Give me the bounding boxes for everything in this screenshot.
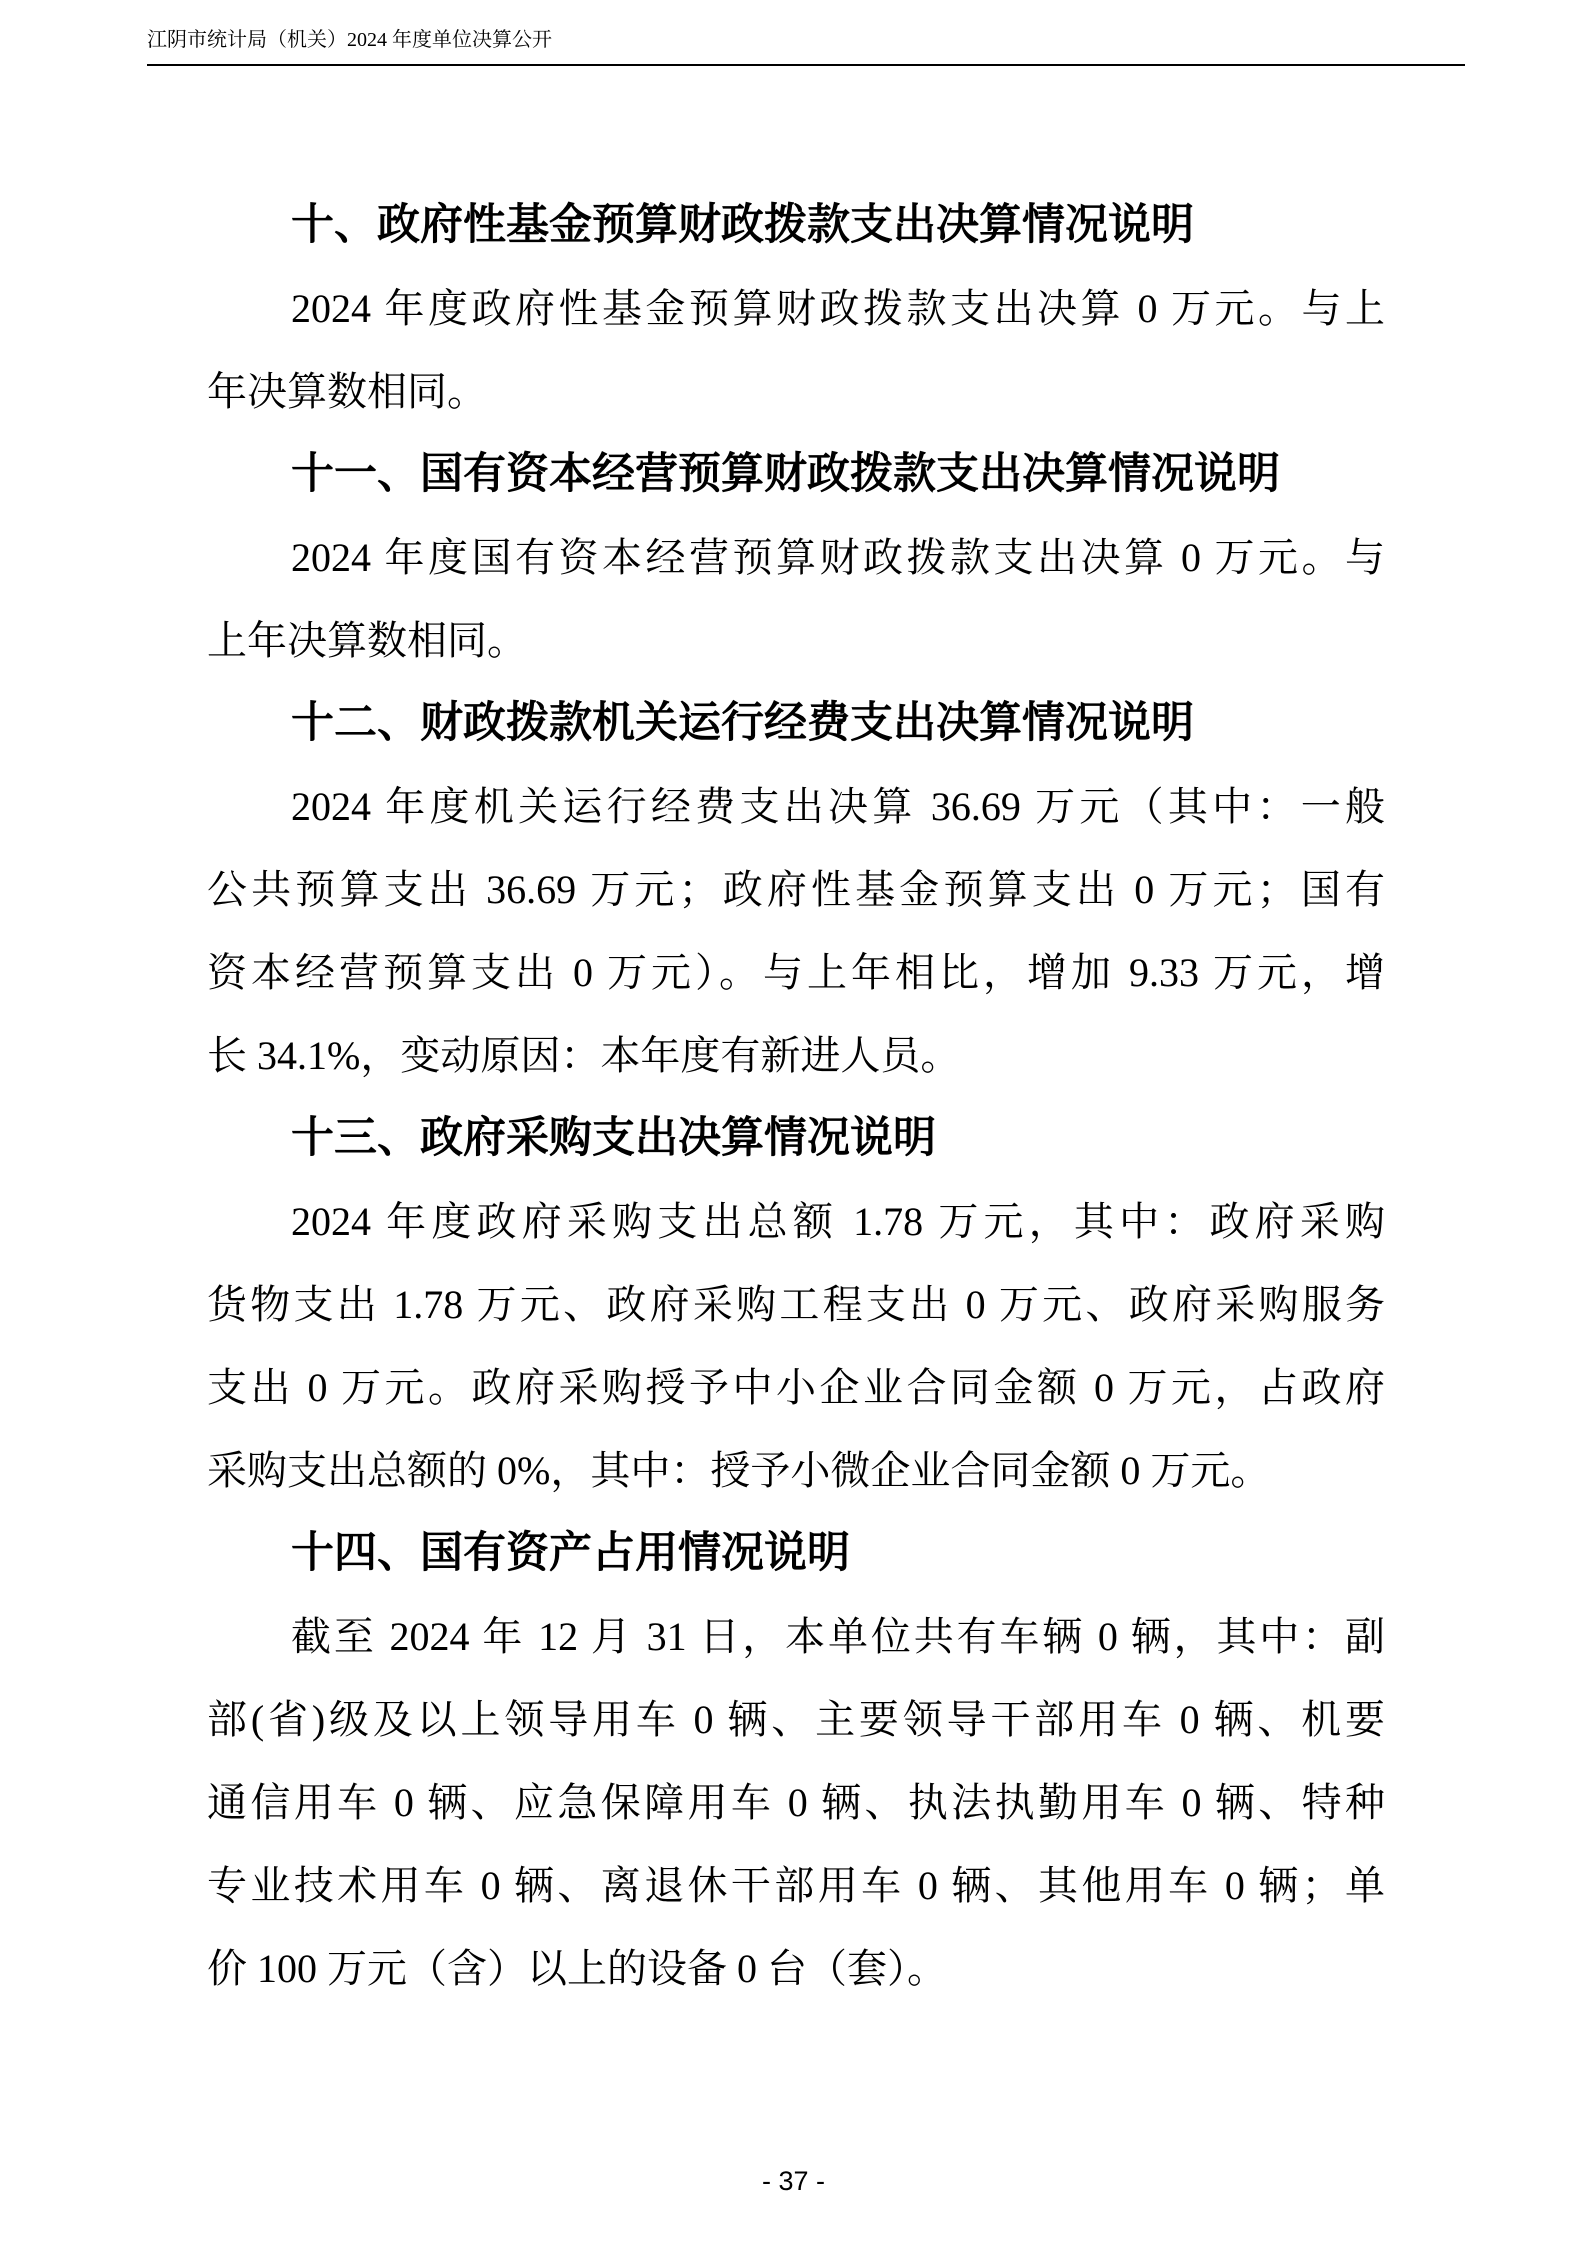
heading-operating-expense: 十二、财政拨款机关运行经费支出决算情况说明 — [291, 700, 1194, 747]
text-line: 长 34.1%，变动原因：本年度有新进人员。 — [207, 1033, 961, 1078]
text-line: 2024 年度政府采购支出总额 1.78 万元，其中：政府采购 — [291, 1199, 1385, 1244]
text-line: 截至 2024 年 12 月 31 日，本单位共有车辆 0 辆，其中：副 — [291, 1614, 1385, 1659]
header-rule — [147, 64, 1465, 66]
heading-gov-fund-budget: 十、政府性基金预算财政拨款支出决算情况说明 — [291, 202, 1194, 249]
text-line: 部(省)级及以上领导用车 0 辆、主要领导干部用车 0 辆、机要 — [207, 1697, 1385, 1742]
document-body — [207, 184, 1385, 2010]
text-line: 2024 年度政府性基金预算财政拨款支出决算 0 万元。与上 — [291, 286, 1385, 331]
heading-state-capital-budget: 十一、国有资本经营预算财政拨款支出决算情况说明 — [291, 451, 1280, 498]
page-header-title: 江阴市统计局（机关）2024 年度单位决算公开 — [147, 29, 552, 51]
heading-state-assets: 十四、国有资产占用情况说明 — [291, 1530, 850, 1577]
text-line: 资本经营预算支出 0 万元）。与上年相比，增加 9.33 万元，增 — [207, 950, 1385, 995]
text-line: 价 100 万元（含）以上的设备 0 台（套）。 — [207, 1946, 947, 1991]
text-line: 年决算数相同。 — [207, 369, 487, 414]
text-line: 货物支出 1.78 万元、政府采购工程支出 0 万元、政府采购服务 — [207, 1282, 1385, 1327]
text-line: 支出 0 万元。政府采购授予中小企业合同金额 0 万元，占政府 — [207, 1365, 1385, 1410]
text-line: 公共预算支出 36.69 万元；政府性基金预算支出 0 万元；国有 — [207, 867, 1385, 912]
heading-gov-procurement: 十三、政府采购支出决算情况说明 — [291, 1115, 936, 1162]
text-line: 2024 年度国有资本经营预算财政拨款支出决算 0 万元。与 — [291, 535, 1385, 580]
page-number: - 37 - — [761, 2166, 826, 2196]
text-line: 2024 年度机关运行经费支出决算 36.69 万元（其中：一般 — [291, 784, 1385, 829]
text-line: 采购支出总额的 0%，其中：授予小微企业合同金额 0 万元。 — [207, 1448, 1271, 1493]
text-line: 上年决算数相同。 — [207, 618, 527, 663]
text-line: 通信用车 0 辆、应急保障用车 0 辆、执法执勤用车 0 辆、特种 — [207, 1780, 1385, 1825]
text-line: 专业技术用车 0 辆、离退休干部用车 0 辆、其他用车 0 辆；单 — [207, 1863, 1385, 1908]
